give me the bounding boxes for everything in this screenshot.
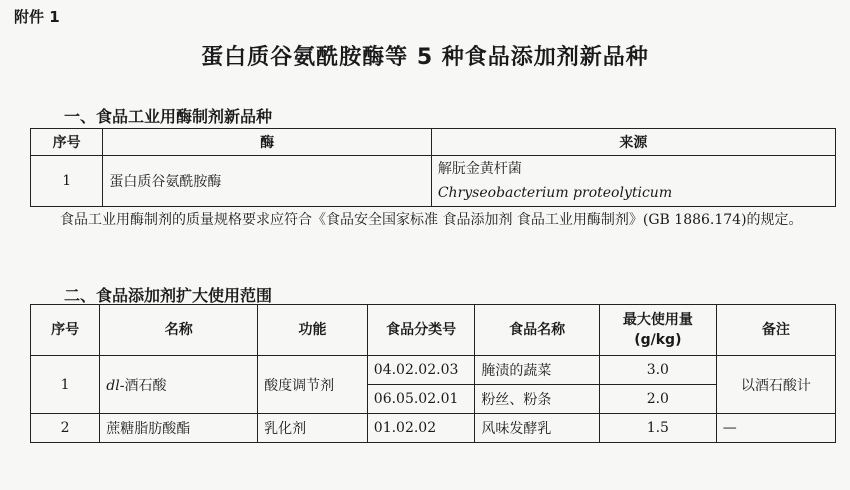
name-rest: 酒石酸 xyxy=(124,377,167,394)
cell-max-usage: 1.5 xyxy=(599,414,716,443)
cell-food-name: 粉丝、粉条 xyxy=(475,385,600,414)
source-chinese-name: 解朊金黄杆菌 xyxy=(437,161,522,177)
attachment-label: 附件 1 xyxy=(14,8,60,26)
max-usage-label: 最大使用量 xyxy=(622,312,693,328)
cell-source xyxy=(431,156,835,207)
cell-name: 蔗糖脂肪酸酯 xyxy=(100,414,258,443)
col-header-max-usage xyxy=(599,305,716,356)
col-header-name: 名称 xyxy=(100,305,258,356)
additive-usage-table xyxy=(30,304,836,443)
cell-function: 酸度调节剂 xyxy=(258,356,368,414)
cell-max-usage: 3.0 xyxy=(599,356,716,385)
cell-max-usage: 2.0 xyxy=(599,385,716,414)
col-header-no: 序号 xyxy=(31,305,100,356)
cell-no: 1 xyxy=(31,356,100,414)
cell-food-name: 风味发酵乳 xyxy=(475,414,600,443)
table-header-row xyxy=(31,129,836,156)
source-latin-name: Chryseobacterium proteolyticum xyxy=(437,185,673,201)
cell-category-code: 04.02.02.03 xyxy=(367,356,475,385)
document-title: 蛋白质谷氨酰胺酶等 5 种食品添加剂新品种 xyxy=(201,45,649,70)
col-header-function: 功能 xyxy=(258,305,368,356)
col-header-food-name: 食品名称 xyxy=(475,305,600,356)
table-header-row xyxy=(31,305,836,356)
cell-enzyme: 蛋白质谷氨酰胺酶 xyxy=(103,156,432,207)
max-usage-unit: (g/kg) xyxy=(634,332,682,348)
cell-category-code: 06.05.02.01 xyxy=(367,385,475,414)
cell-remark: — xyxy=(716,414,835,443)
section2-heading: 二、食品添加剂扩大使用范围 xyxy=(64,286,273,305)
cell-no: 1 xyxy=(31,156,103,207)
enzyme-table xyxy=(30,128,836,207)
cell-category-code: 01.02.02 xyxy=(367,414,475,443)
table-row xyxy=(31,414,836,443)
col-header-source: 来源 xyxy=(431,129,835,156)
col-header-enzyme: 酶 xyxy=(103,129,432,156)
cell-remark: 以酒石酸计 xyxy=(716,356,835,414)
cell-function: 乳化剂 xyxy=(258,414,368,443)
cell-food-name: 腌渍的蔬菜 xyxy=(475,356,600,385)
col-header-no: 序号 xyxy=(31,129,103,156)
section1-note: 食品工业用酶制剂的质量规格要求应符合《食品安全国家标准 食品添加剂 食品工业用酶制剂》(GB 1886.174)的规定。 xyxy=(60,212,803,228)
section1-heading: 一、食品工业用酶制剂新品种 xyxy=(64,107,273,126)
cell-name xyxy=(100,356,258,414)
name-prefix: dl- xyxy=(106,377,125,394)
col-header-category-code: 食品分类号 xyxy=(367,305,475,356)
cell-no: 2 xyxy=(31,414,100,443)
col-header-remark: 备注 xyxy=(716,305,835,356)
table-row xyxy=(31,356,836,385)
table-row xyxy=(31,156,836,207)
